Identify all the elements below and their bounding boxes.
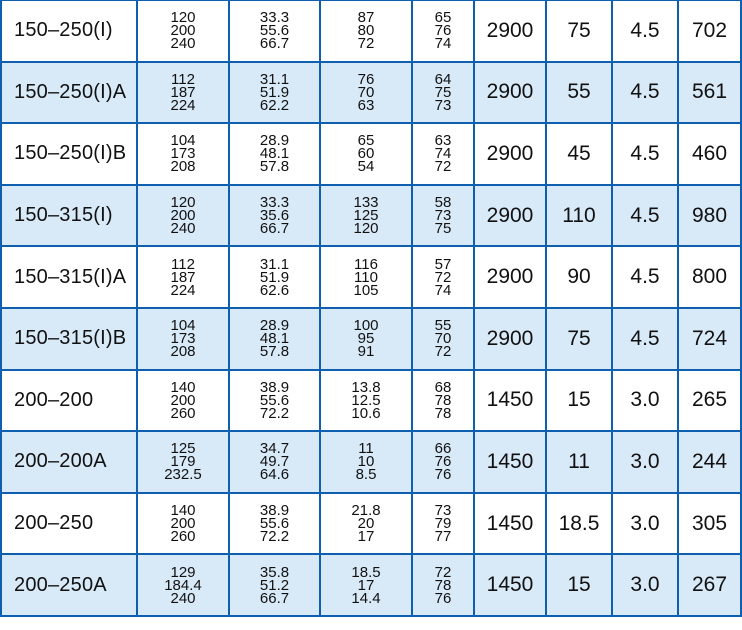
stack-value: 77: [434, 528, 452, 546]
stack-value: 51.2: [259, 576, 290, 594]
value-stack: [230, 502, 319, 546]
stack-value: 140: [170, 378, 196, 396]
table-row: [1, 0, 741, 62]
stack-value: 72: [357, 35, 375, 53]
stack-value: 13.8: [351, 378, 381, 396]
stack-value: 55.6: [259, 515, 290, 533]
speed-cell: 2900: [474, 308, 546, 370]
value-stack: [321, 317, 411, 361]
head-cell: [320, 246, 412, 308]
stack-value: 35.6: [259, 207, 290, 225]
stack-value: 76: [434, 453, 452, 471]
stack-value: 232.5: [164, 466, 202, 484]
npsh-cell: 4.5: [612, 123, 678, 185]
value-stack: [321, 194, 411, 238]
efficiency-cell: [412, 123, 474, 185]
stack-value: 87: [357, 9, 375, 27]
stack-value: 179: [170, 453, 196, 471]
stack-value: 33.3: [259, 9, 290, 27]
table-row: [1, 493, 741, 555]
stack-value: 72: [434, 268, 452, 286]
speed-cell: 2900: [474, 0, 546, 62]
value-stack: [321, 255, 411, 299]
head-cell: [320, 123, 412, 185]
rate-cell: [229, 185, 320, 247]
stack-value: 110: [354, 268, 378, 286]
rate-cell: [229, 62, 320, 124]
stack-value: 224: [170, 281, 196, 299]
value-stack: [138, 194, 228, 238]
model-cell: 200–250A: [1, 554, 137, 616]
value-stack: [413, 317, 473, 361]
stack-value: 173: [170, 145, 196, 163]
stack-value: 66.7: [259, 589, 290, 607]
model-cell: 150–250(I): [1, 0, 137, 62]
flow-cell: [137, 493, 229, 555]
value-stack: [413, 378, 473, 422]
weight-cell: 800: [678, 246, 741, 308]
table-body: [1, 0, 741, 616]
stack-value: 75: [434, 220, 452, 238]
stack-value: 200: [170, 207, 196, 225]
efficiency-cell: [412, 554, 474, 616]
stack-value: 65: [357, 132, 375, 150]
stack-value: 78: [434, 404, 452, 422]
model-cell: 200–200: [1, 370, 137, 432]
stack-value: 133: [353, 194, 379, 212]
stack-value: 55.6: [259, 22, 290, 40]
stack-value: 78: [434, 391, 452, 409]
stack-value: 120: [170, 194, 196, 212]
weight-cell: 267: [678, 554, 741, 616]
stack-value: 72: [434, 158, 452, 176]
stack-value: 74: [434, 281, 452, 299]
stack-value: 76: [434, 589, 452, 607]
npsh-cell: 4.5: [612, 246, 678, 308]
value-stack: [138, 440, 228, 484]
speed-cell: 2900: [474, 185, 546, 247]
stack-value: 184.4: [164, 576, 202, 594]
npsh-cell: 4.5: [612, 308, 678, 370]
stack-value: 112: [171, 255, 195, 273]
weight-cell: 244: [678, 431, 741, 493]
stack-value: 35.8: [259, 563, 290, 581]
value-stack: [230, 563, 319, 607]
stack-value: 260: [170, 528, 196, 546]
value-stack: [230, 194, 319, 238]
flow-cell: [137, 246, 229, 308]
stack-value: 18.5: [351, 563, 381, 581]
weight-cell: 724: [678, 308, 741, 370]
stack-value: 57: [434, 255, 452, 273]
stack-value: 57.8: [259, 343, 290, 361]
stack-value: 68: [434, 378, 452, 396]
stack-value: 65: [434, 9, 452, 27]
stack-value: 120: [170, 9, 196, 27]
power-cell: 55: [546, 62, 612, 124]
stack-value: 14.4: [351, 589, 381, 607]
npsh-cell: 3.0: [612, 370, 678, 432]
stack-value: 208: [170, 343, 196, 361]
stack-value: 112: [171, 70, 195, 88]
weight-cell: 561: [678, 62, 741, 124]
model-cell: 150–250(I)A: [1, 62, 137, 124]
head-cell: [320, 554, 412, 616]
stack-value: 105: [353, 281, 379, 299]
weight-cell: 265: [678, 370, 741, 432]
rate-cell: [229, 0, 320, 62]
power-cell: 75: [546, 308, 612, 370]
flow-cell: [137, 554, 229, 616]
stack-value: 187: [170, 268, 196, 286]
stack-value: 224: [170, 96, 196, 114]
npsh-cell: 3.0: [612, 554, 678, 616]
table-row: [1, 308, 741, 370]
value-stack: [138, 317, 228, 361]
stack-value: 79: [434, 515, 452, 533]
efficiency-cell: [412, 246, 474, 308]
stack-value: 51.9: [259, 268, 290, 286]
model-cell: 150–250(I)B: [1, 123, 137, 185]
stack-value: 80: [357, 22, 375, 40]
stack-value: 48.1: [259, 330, 290, 348]
value-stack: [138, 255, 228, 299]
speed-cell: 1450: [474, 554, 546, 616]
head-cell: [320, 370, 412, 432]
flow-cell: [137, 308, 229, 370]
npsh-cell: 3.0: [612, 493, 678, 555]
value-stack: [413, 440, 473, 484]
stack-value: 208: [170, 158, 196, 176]
weight-cell: 980: [678, 185, 741, 247]
stack-value: 95: [357, 330, 375, 348]
stack-value: 74: [434, 145, 452, 163]
stack-value: 125: [170, 440, 196, 458]
speed-cell: 2900: [474, 62, 546, 124]
flow-cell: [137, 0, 229, 62]
speed-cell: 2900: [474, 123, 546, 185]
model-cell: 200–250: [1, 493, 137, 555]
rate-cell: [229, 123, 320, 185]
value-stack: [321, 378, 411, 422]
value-stack: [138, 70, 228, 114]
head-cell: [320, 431, 412, 493]
model-cell: 150–315(I): [1, 185, 137, 247]
stack-value: 66: [434, 440, 452, 458]
table-row: [1, 554, 741, 616]
stack-value: 28.9: [259, 317, 290, 335]
stack-value: 17: [357, 576, 375, 594]
power-cell: 110: [546, 185, 612, 247]
power-cell: 45: [546, 123, 612, 185]
stack-value: 12.5: [351, 391, 381, 409]
stack-value: 200: [170, 22, 196, 40]
weight-cell: 305: [678, 493, 741, 555]
power-cell: 75: [546, 0, 612, 62]
value-stack: [413, 255, 473, 299]
stack-value: 76: [434, 466, 452, 484]
value-stack: [413, 502, 473, 546]
stack-value: 51.9: [259, 83, 290, 101]
value-stack: [321, 563, 411, 607]
value-stack: [321, 440, 411, 484]
table-row: [1, 123, 741, 185]
model-cell: 200–200A: [1, 431, 137, 493]
stack-value: 120: [353, 220, 379, 238]
stack-value: 240: [170, 35, 196, 53]
stack-value: 260: [170, 404, 196, 422]
flow-cell: [137, 185, 229, 247]
stack-value: 11: [358, 440, 374, 458]
rate-cell: [229, 370, 320, 432]
head-cell: [320, 185, 412, 247]
stack-value: 173: [170, 330, 196, 348]
stack-value: 64.6: [259, 466, 290, 484]
npsh-cell: 3.0: [612, 431, 678, 493]
stack-value: 62.6: [259, 281, 290, 299]
value-stack: [230, 70, 319, 114]
stack-value: 78: [434, 576, 452, 594]
efficiency-cell: [412, 185, 474, 247]
stack-value: 187: [170, 83, 196, 101]
flow-cell: [137, 123, 229, 185]
stack-value: 55.6: [259, 391, 290, 409]
stack-value: 70: [434, 330, 452, 348]
stack-value: 116: [354, 255, 378, 273]
npsh-cell: 4.5: [612, 0, 678, 62]
stack-value: 76: [357, 70, 375, 88]
stack-value: 63: [434, 132, 452, 150]
stack-value: 63: [357, 96, 375, 114]
model-cell: 150–315(I)A: [1, 246, 137, 308]
value-stack: [321, 9, 411, 53]
stack-value: 200: [170, 515, 196, 533]
table-row: [1, 370, 741, 432]
value-stack: [321, 132, 411, 176]
stack-value: 100: [353, 317, 379, 335]
table-row: [1, 185, 741, 247]
stack-value: 74: [434, 35, 452, 53]
stack-value: 57.8: [259, 158, 290, 176]
power-cell: 18.5: [546, 493, 612, 555]
stack-value: 76: [434, 22, 452, 40]
stack-value: 140: [170, 502, 196, 520]
stack-value: 91: [357, 343, 375, 361]
value-stack: [138, 502, 228, 546]
table-row: [1, 246, 741, 308]
stack-value: 34.7: [259, 440, 290, 458]
value-stack: [230, 255, 319, 299]
value-stack: [413, 9, 473, 53]
stack-value: 72: [434, 563, 452, 581]
head-cell: [320, 0, 412, 62]
stack-value: 10.6: [351, 404, 381, 422]
stack-value: 54: [357, 158, 375, 176]
stack-value: 125: [353, 207, 379, 225]
value-stack: [413, 563, 473, 607]
value-stack: [138, 563, 228, 607]
stack-value: 73: [434, 207, 452, 225]
value-stack: [230, 317, 319, 361]
stack-value: 58: [434, 194, 452, 212]
head-cell: [320, 308, 412, 370]
flow-cell: [137, 62, 229, 124]
power-cell: 11: [546, 431, 612, 493]
rate-cell: [229, 308, 320, 370]
power-cell: 90: [546, 246, 612, 308]
power-cell: 15: [546, 554, 612, 616]
efficiency-cell: [412, 370, 474, 432]
value-stack: [413, 70, 473, 114]
stack-value: 104: [170, 317, 196, 335]
table-row: [1, 62, 741, 124]
stack-value: 73: [434, 96, 452, 114]
rate-cell: [229, 493, 320, 555]
value-stack: [138, 9, 228, 53]
weight-cell: 460: [678, 123, 741, 185]
stack-value: 49.7: [259, 453, 290, 471]
value-stack: [321, 502, 411, 546]
stack-value: 31.1: [259, 70, 290, 88]
stack-value: 55: [434, 317, 452, 335]
value-stack: [413, 194, 473, 238]
head-cell: [320, 62, 412, 124]
stack-value: 72.2: [259, 404, 290, 422]
stack-value: 62.2: [259, 96, 290, 114]
stack-value: 72: [434, 343, 452, 361]
speed-cell: 2900: [474, 246, 546, 308]
efficiency-cell: [412, 62, 474, 124]
stack-value: 28.9: [259, 132, 290, 150]
weight-cell: 702: [678, 0, 741, 62]
stack-value: 70: [357, 83, 375, 101]
head-cell: [320, 493, 412, 555]
speed-cell: 1450: [474, 493, 546, 555]
power-cell: 15: [546, 370, 612, 432]
efficiency-cell: [412, 308, 474, 370]
stack-value: 10: [357, 453, 375, 471]
value-stack: [321, 70, 411, 114]
value-stack: [230, 9, 319, 53]
value-stack: [230, 132, 319, 176]
value-stack: [230, 440, 319, 484]
npsh-cell: 4.5: [612, 62, 678, 124]
stack-value: 200: [170, 391, 196, 409]
stack-value: 64: [434, 70, 452, 88]
rate-cell: [229, 246, 320, 308]
stack-value: 17: [357, 528, 375, 546]
stack-value: 20: [357, 515, 375, 533]
stack-value: 240: [170, 220, 196, 238]
stack-value: 8.5: [355, 466, 377, 484]
value-stack: [230, 378, 319, 422]
speed-cell: 1450: [474, 431, 546, 493]
stack-value: 48.1: [259, 145, 290, 163]
model-cell: 150–315(I)B: [1, 308, 137, 370]
value-stack: [413, 132, 473, 176]
flow-cell: [137, 370, 229, 432]
rate-cell: [229, 431, 320, 493]
stack-value: 66.7: [259, 35, 290, 53]
efficiency-cell: [412, 0, 474, 62]
speed-cell: 1450: [474, 370, 546, 432]
stack-value: 38.9: [259, 378, 290, 396]
stack-value: 240: [170, 589, 196, 607]
npsh-cell: 4.5: [612, 185, 678, 247]
stack-value: 73: [434, 502, 452, 520]
efficiency-cell: [412, 493, 474, 555]
rate-cell: [229, 554, 320, 616]
stack-value: 129: [170, 563, 196, 581]
stack-value: 75: [434, 83, 452, 101]
stack-value: 104: [170, 132, 196, 150]
efficiency-cell: [412, 431, 474, 493]
flow-cell: [137, 431, 229, 493]
stack-value: 33.3: [259, 194, 290, 212]
stack-value: 60: [357, 145, 375, 163]
stack-value: 66.7: [259, 220, 290, 238]
value-stack: [138, 378, 228, 422]
stack-value: 38.9: [259, 502, 290, 520]
value-stack: [138, 132, 228, 176]
stack-value: 72.2: [259, 528, 290, 546]
stack-value: 21.8: [351, 502, 381, 520]
table-row: [1, 431, 741, 493]
stack-value: 31.1: [259, 255, 290, 273]
